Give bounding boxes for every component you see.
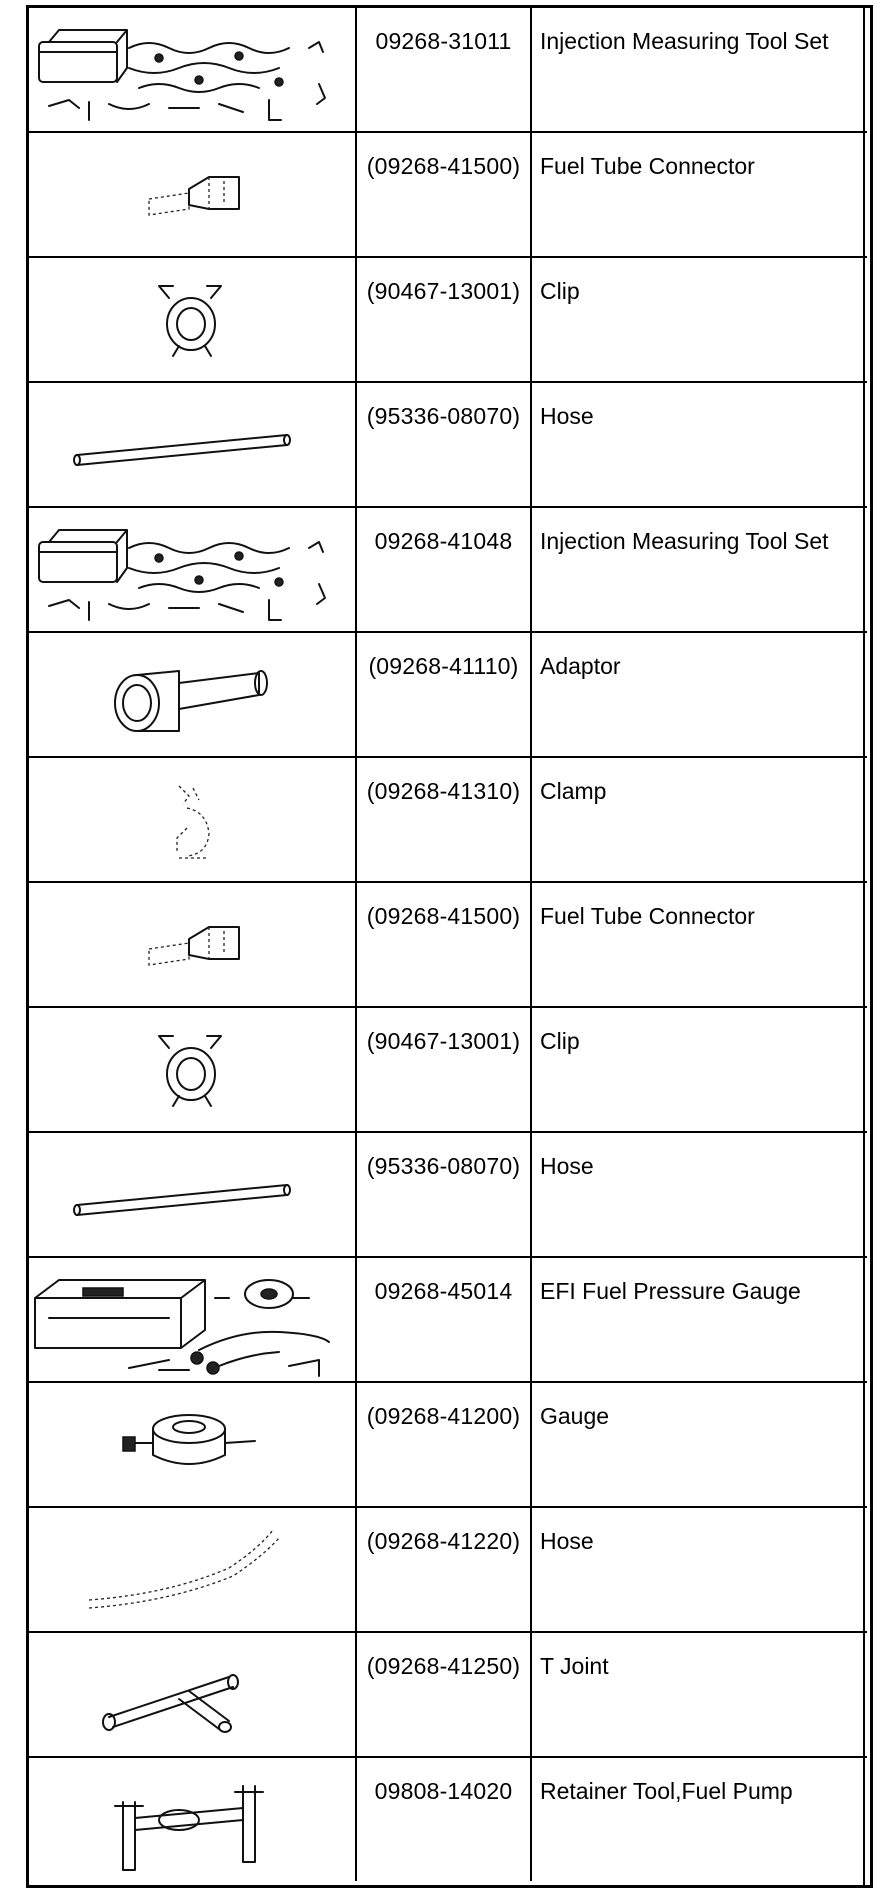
tool-set-case-illustration (29, 508, 355, 631)
table-row (29, 507, 867, 632)
part-name-cell (531, 507, 867, 632)
part-number: 09268-45014 (374, 1278, 513, 1304)
table-row (29, 1507, 867, 1632)
part-name: Injection Measuring Tool Set (540, 28, 829, 54)
part-number-cell (356, 1632, 531, 1757)
part-name: EFI Fuel Pressure Gauge (540, 1278, 801, 1304)
part-number-cell (356, 507, 531, 632)
tool-illustration-cell (29, 1007, 356, 1132)
part-number-cell (356, 1007, 531, 1132)
part-number: (90467-13001) (366, 1028, 521, 1054)
part-number: (09268-41250) (366, 1653, 521, 1679)
part-name-cell (531, 757, 867, 882)
part-name-cell (531, 882, 867, 1007)
tool-illustration-cell (29, 8, 356, 132)
part-name: Hose (540, 1153, 594, 1179)
table-row (29, 1007, 867, 1132)
part-number-cell (356, 257, 531, 382)
tool-set-case-illustration (29, 8, 355, 131)
part-name-cell (531, 1382, 867, 1507)
part-name: Hose (540, 1528, 594, 1554)
part-name-cell (531, 1132, 867, 1257)
part-name: Retainer Tool,Fuel Pump (540, 1778, 793, 1804)
tool-illustration-cell (29, 1632, 356, 1757)
table-row (29, 882, 867, 1007)
part-name-cell (531, 1507, 867, 1632)
tool-illustration-cell (29, 382, 356, 507)
hose-illustration (29, 1133, 355, 1256)
part-number-cell (356, 882, 531, 1007)
part-name-cell (531, 1257, 867, 1382)
table-row (29, 1632, 867, 1757)
part-name-cell (531, 8, 867, 132)
part-number: (09268-41200) (366, 1403, 521, 1429)
table-row (29, 1757, 867, 1881)
part-name: Clip (540, 1028, 580, 1054)
hose-illustration (29, 383, 355, 506)
part-name: Injection Measuring Tool Set (540, 528, 829, 554)
tool-illustration-cell (29, 1757, 356, 1881)
part-number-cell (356, 382, 531, 507)
clip-illustration (29, 258, 355, 381)
part-name-cell (531, 1757, 867, 1881)
part-number-cell (356, 1757, 531, 1881)
table-row (29, 632, 867, 757)
part-number: 09268-41048 (374, 528, 513, 554)
tool-illustration-cell (29, 632, 356, 757)
part-number: (95336-08070) (366, 1153, 521, 1179)
table-row (29, 132, 867, 257)
special-tools-sheet (26, 5, 873, 1888)
table-row (29, 1382, 867, 1507)
part-name: Clamp (540, 778, 607, 804)
part-number: (09268-41310) (366, 778, 521, 804)
part-number: 09808-14020 (374, 1778, 513, 1804)
tool-illustration-cell (29, 507, 356, 632)
special-tools-table (29, 8, 867, 1881)
tool-illustration-cell (29, 757, 356, 882)
adaptor-illustration (29, 633, 355, 756)
part-name-cell (531, 1632, 867, 1757)
part-name: Gauge (540, 1403, 610, 1429)
part-number-cell (356, 1382, 531, 1507)
part-number-cell (356, 132, 531, 257)
part-name: Adaptor (540, 653, 621, 679)
part-number: (09268-41110) (368, 653, 519, 679)
part-name-cell (531, 257, 867, 382)
tool-illustration-cell (29, 1132, 356, 1257)
clamp-illustration (29, 758, 355, 881)
part-number-cell (356, 1132, 531, 1257)
tool-illustration-cell (29, 132, 356, 257)
t-joint-illustration (29, 1633, 355, 1756)
part-name-cell (531, 132, 867, 257)
page-edge-rule (863, 5, 865, 1888)
tool-illustration-cell (29, 882, 356, 1007)
tool-illustration-cell (29, 257, 356, 382)
table-row (29, 757, 867, 882)
clip-illustration (29, 1008, 355, 1131)
part-name: Hose (540, 403, 594, 429)
part-name-cell (531, 382, 867, 507)
part-name: Fuel Tube Connector (540, 903, 755, 929)
table-row (29, 257, 867, 382)
table-row (29, 8, 867, 132)
tool-illustration-cell (29, 1507, 356, 1632)
table-row (29, 382, 867, 507)
part-number: (09268-41220) (366, 1528, 521, 1554)
part-number-cell (356, 632, 531, 757)
part-number-cell (356, 8, 531, 132)
part-number: 09268-31011 (375, 28, 512, 54)
retainer-tool-illustration (29, 1758, 355, 1881)
table-row (29, 1132, 867, 1257)
fuel-tube-connector-illustration (29, 133, 355, 256)
table-row (29, 1257, 867, 1382)
part-name: Fuel Tube Connector (540, 153, 755, 179)
tool-illustration-cell (29, 1257, 356, 1382)
fuel-tube-connector-illustration (29, 883, 355, 1006)
part-number: (90467-13001) (366, 278, 521, 304)
part-name-cell (531, 632, 867, 757)
part-name: Clip (540, 278, 580, 304)
part-number: (95336-08070) (366, 403, 521, 429)
part-number-cell (356, 757, 531, 882)
dashed-hose-illustration (29, 1508, 355, 1631)
part-name-cell (531, 1007, 867, 1132)
gauge-illustration (29, 1383, 355, 1506)
tool-illustration-cell (29, 1382, 356, 1507)
part-number: (09268-41500) (366, 153, 521, 179)
part-number-cell (356, 1257, 531, 1382)
part-name: T Joint (540, 1653, 609, 1679)
part-number: (09268-41500) (366, 903, 521, 929)
pressure-gauge-kit-illustration (29, 1258, 355, 1381)
part-number-cell (356, 1507, 531, 1632)
